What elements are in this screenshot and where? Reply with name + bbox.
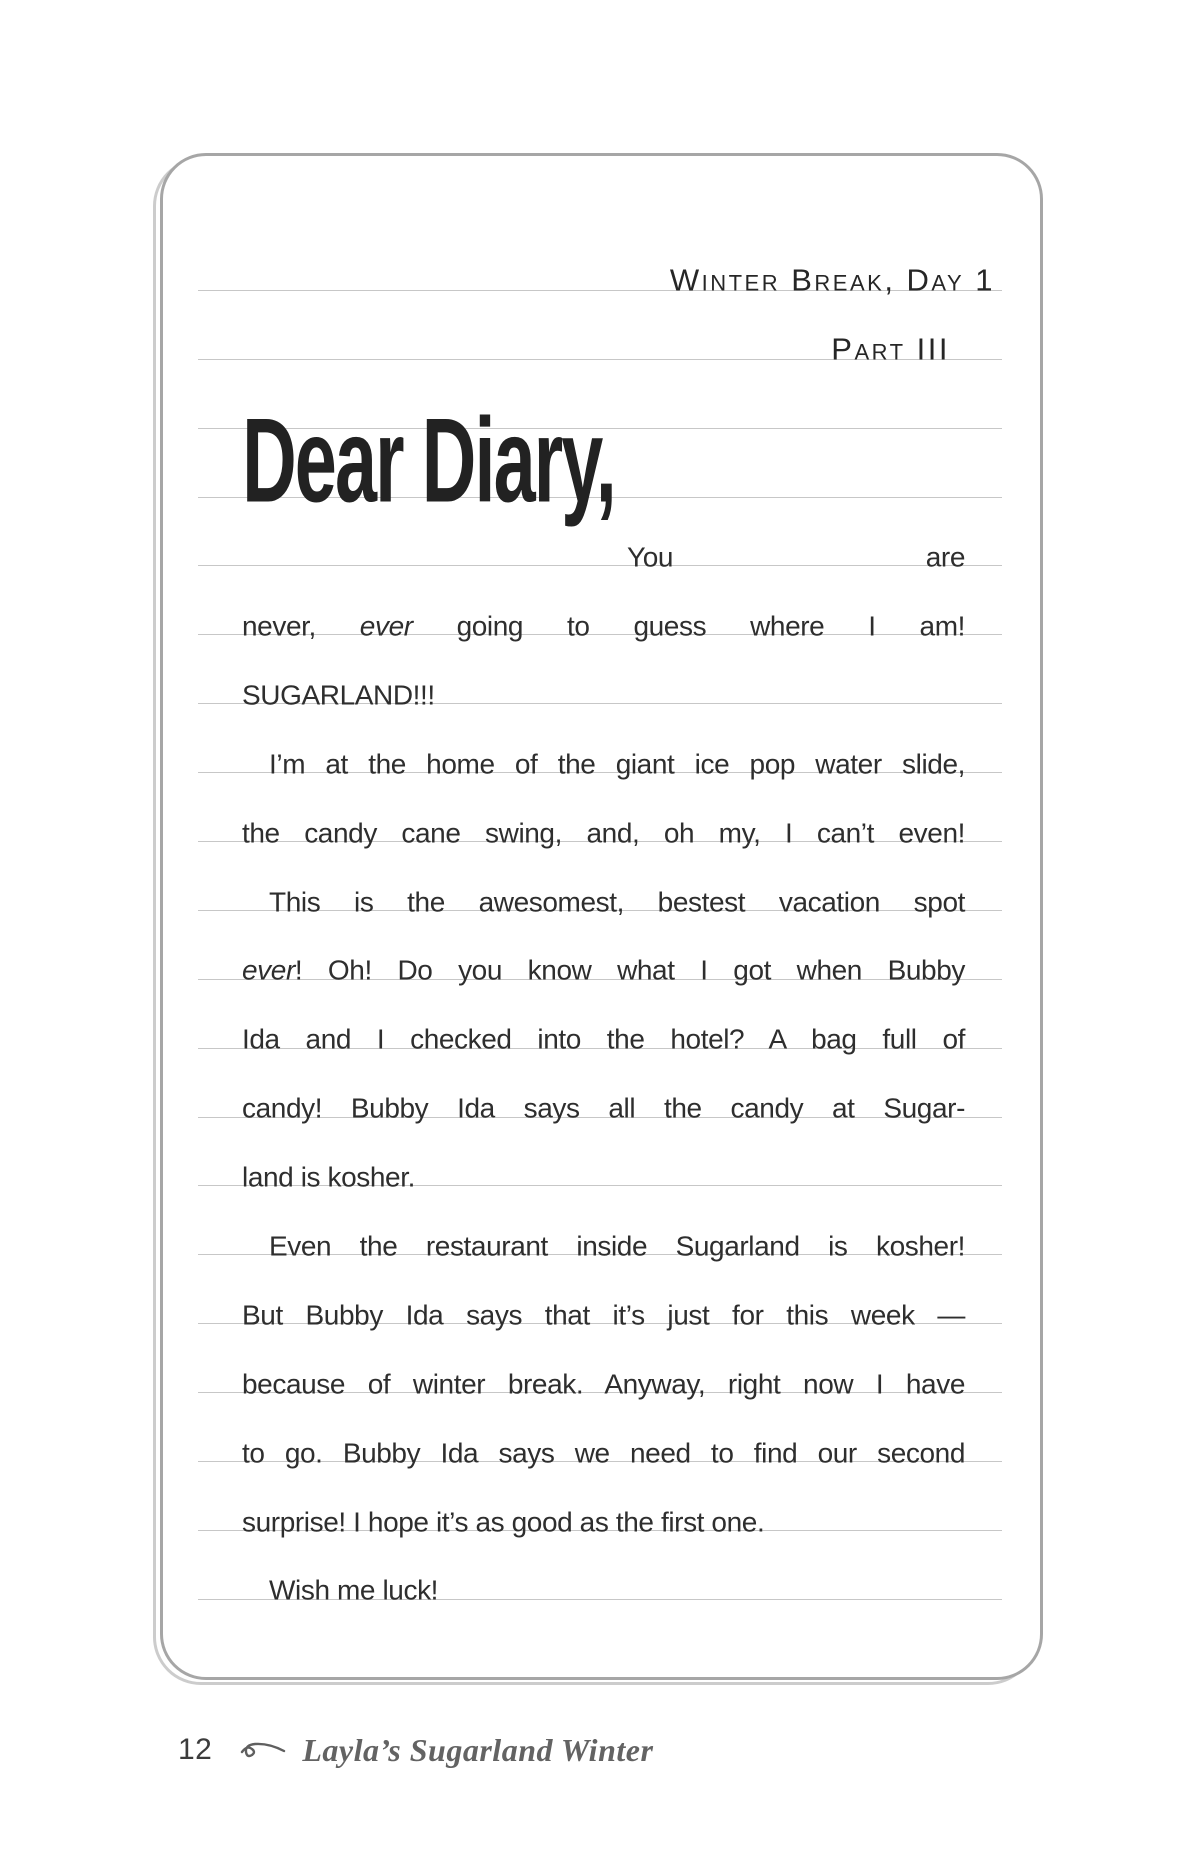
diary-line-15 <box>198 1462 1002 1538</box>
diary-line-5 <box>198 773 1002 849</box>
entry-date-line <box>198 222 1002 298</box>
line-segment: Wish me luck! <box>269 1575 439 1607</box>
page-footer <box>178 1726 653 1774</box>
diary-line-2 <box>198 566 1002 642</box>
diary-line-6 <box>198 842 1002 918</box>
diary-page <box>160 153 1043 1680</box>
book-title: Layla’s Sugarland Winter <box>302 1731 654 1768</box>
line-segment: going to guess where I am! <box>412 610 966 642</box>
diary-line-1 <box>198 498 1002 573</box>
line-segment: because of winter break. Anyway, right now I have <box>242 1368 965 1400</box>
entry-part-line <box>198 291 1002 367</box>
diary-line-4 <box>198 704 1002 780</box>
line-segment: Ida and I checked into the hotel? A bag full of <box>242 1024 965 1056</box>
diary-line-9 <box>198 1049 1002 1124</box>
diary-line-13 <box>198 1324 1002 1400</box>
line-segment: Dear Diary, <box>242 392 615 527</box>
salutation-line <box>198 392 1002 527</box>
line-segment: Part III <box>831 331 950 367</box>
line-segment: But Bubby Ida says that it’s just for this week — <box>242 1299 965 1331</box>
emphasized-word: ever <box>359 610 413 642</box>
diary-line-10 <box>198 1118 1002 1193</box>
line-segment: candy! Bubby Ida says all the candy at Sugar- <box>242 1092 965 1124</box>
line-segment: I’m at the home of the giant ice pop water slide, <box>269 748 965 780</box>
line-segment: land is kosher. <box>242 1161 415 1193</box>
line-segment: SUGARLAND!!! <box>242 679 435 711</box>
line-segment: ! Oh! Do you know what I got when Bubby <box>294 955 965 987</box>
diary-line-12 <box>198 1255 1002 1331</box>
line-segment: This is the awesomest, bestest vacation spot <box>269 886 965 918</box>
line-segment: Winter Break, Day 1 <box>669 262 995 298</box>
diary-line-16-text <box>198 1576 1002 1605</box>
diary-line-3 <box>198 635 1002 711</box>
diary-line-14 <box>198 1393 1002 1469</box>
diary-line-7 <box>198 911 1002 987</box>
line-segment: Even the restaurant inside Sugarland is kosher! <box>269 1230 965 1262</box>
swirl-flourish-icon <box>228 1738 286 1762</box>
diary-line-8 <box>198 980 1002 1056</box>
line-segment: surprise! I hope it’s as good as the first one. <box>242 1506 765 1538</box>
ruled-lines <box>198 222 1002 1607</box>
page-number: 12 <box>178 1733 213 1766</box>
line-segment: You are <box>627 541 965 573</box>
emphasized-word: ever <box>242 955 295 987</box>
diary-line-11 <box>198 1186 1002 1262</box>
line-segment: the candy cane swing, and, oh my, I can’t even! <box>242 817 965 849</box>
line-segment: to go. Bubby Ida says we need to find our second <box>242 1437 965 1469</box>
diary-line-16 <box>198 1531 1002 1607</box>
line-segment: never, <box>242 610 360 642</box>
